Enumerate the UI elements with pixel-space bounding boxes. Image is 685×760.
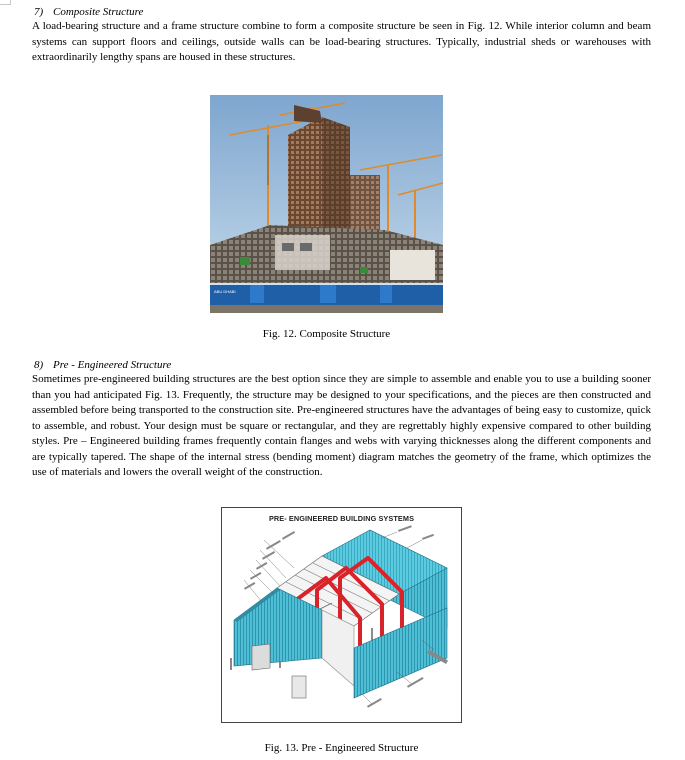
- figure-13-diagram: [221, 507, 462, 723]
- concrete-block: [275, 235, 330, 270]
- hoarding-sign: ABU DHABI: [214, 289, 236, 294]
- construction-site-illustration: [210, 95, 443, 313]
- section-title: Composite Structure: [53, 6, 144, 18]
- section-heading-composite: [34, 6, 143, 19]
- personnel-door: [292, 676, 306, 698]
- paragraph-pre-engineered: Sometimes pre-engineered building structures are the best option since they are simple to assemble and enable you to use a building sooner than you had anticipated Fig. 13. Frequently, the structure may be designed to your specifications, and the pieces are then constructed and assembled before being transported to the construction site. Pre-engineered structures have the advantages of being easy to customize, quick to assemble, and robust. Your design must be square or rectangular, and they are regrettably highly expensive compared to other building styles. Pre – Engineered building frames frequently contain flanges and webs with varying thicknesses along the different components and are typically tapered. The shape of the internal stress (bending moment) diagram matches the geometry of the frame, which optimizes the use of materials and lowers the overall weight of the construction.: [32, 373, 651, 478]
- white-building: [390, 250, 435, 280]
- figure-12-photo: [210, 95, 443, 313]
- page-corner-mark: [0, 0, 11, 5]
- section-number: 8): [34, 359, 44, 371]
- section-title: Pre - Engineered Structure: [53, 359, 172, 371]
- roll-up-door: [252, 644, 270, 670]
- section-heading-pre-engineered: [34, 359, 171, 372]
- figure-13-caption: Fig. 13. Pre - Engineered Structure: [264, 742, 419, 754]
- ground: [210, 305, 443, 313]
- section-number: 7): [34, 6, 44, 18]
- paragraph-composite: A load-bearing structure and a frame structure combine to form a composite structure be seen in Fig. 12. While interior column and beam systems can support floors and ceilings, outside walls can be load-bearing structures. Typically, industrial sheds or warehouses with extraordinarily lengthy spans are housed in these structures.: [32, 20, 651, 63]
- pre-engineered-building-illustration: [222, 508, 461, 722]
- diagram-title: PRE- ENGINEERED BUILDING SYSTEMS: [268, 514, 415, 523]
- figure-12-caption: Fig. 12. Composite Structure: [262, 328, 391, 340]
